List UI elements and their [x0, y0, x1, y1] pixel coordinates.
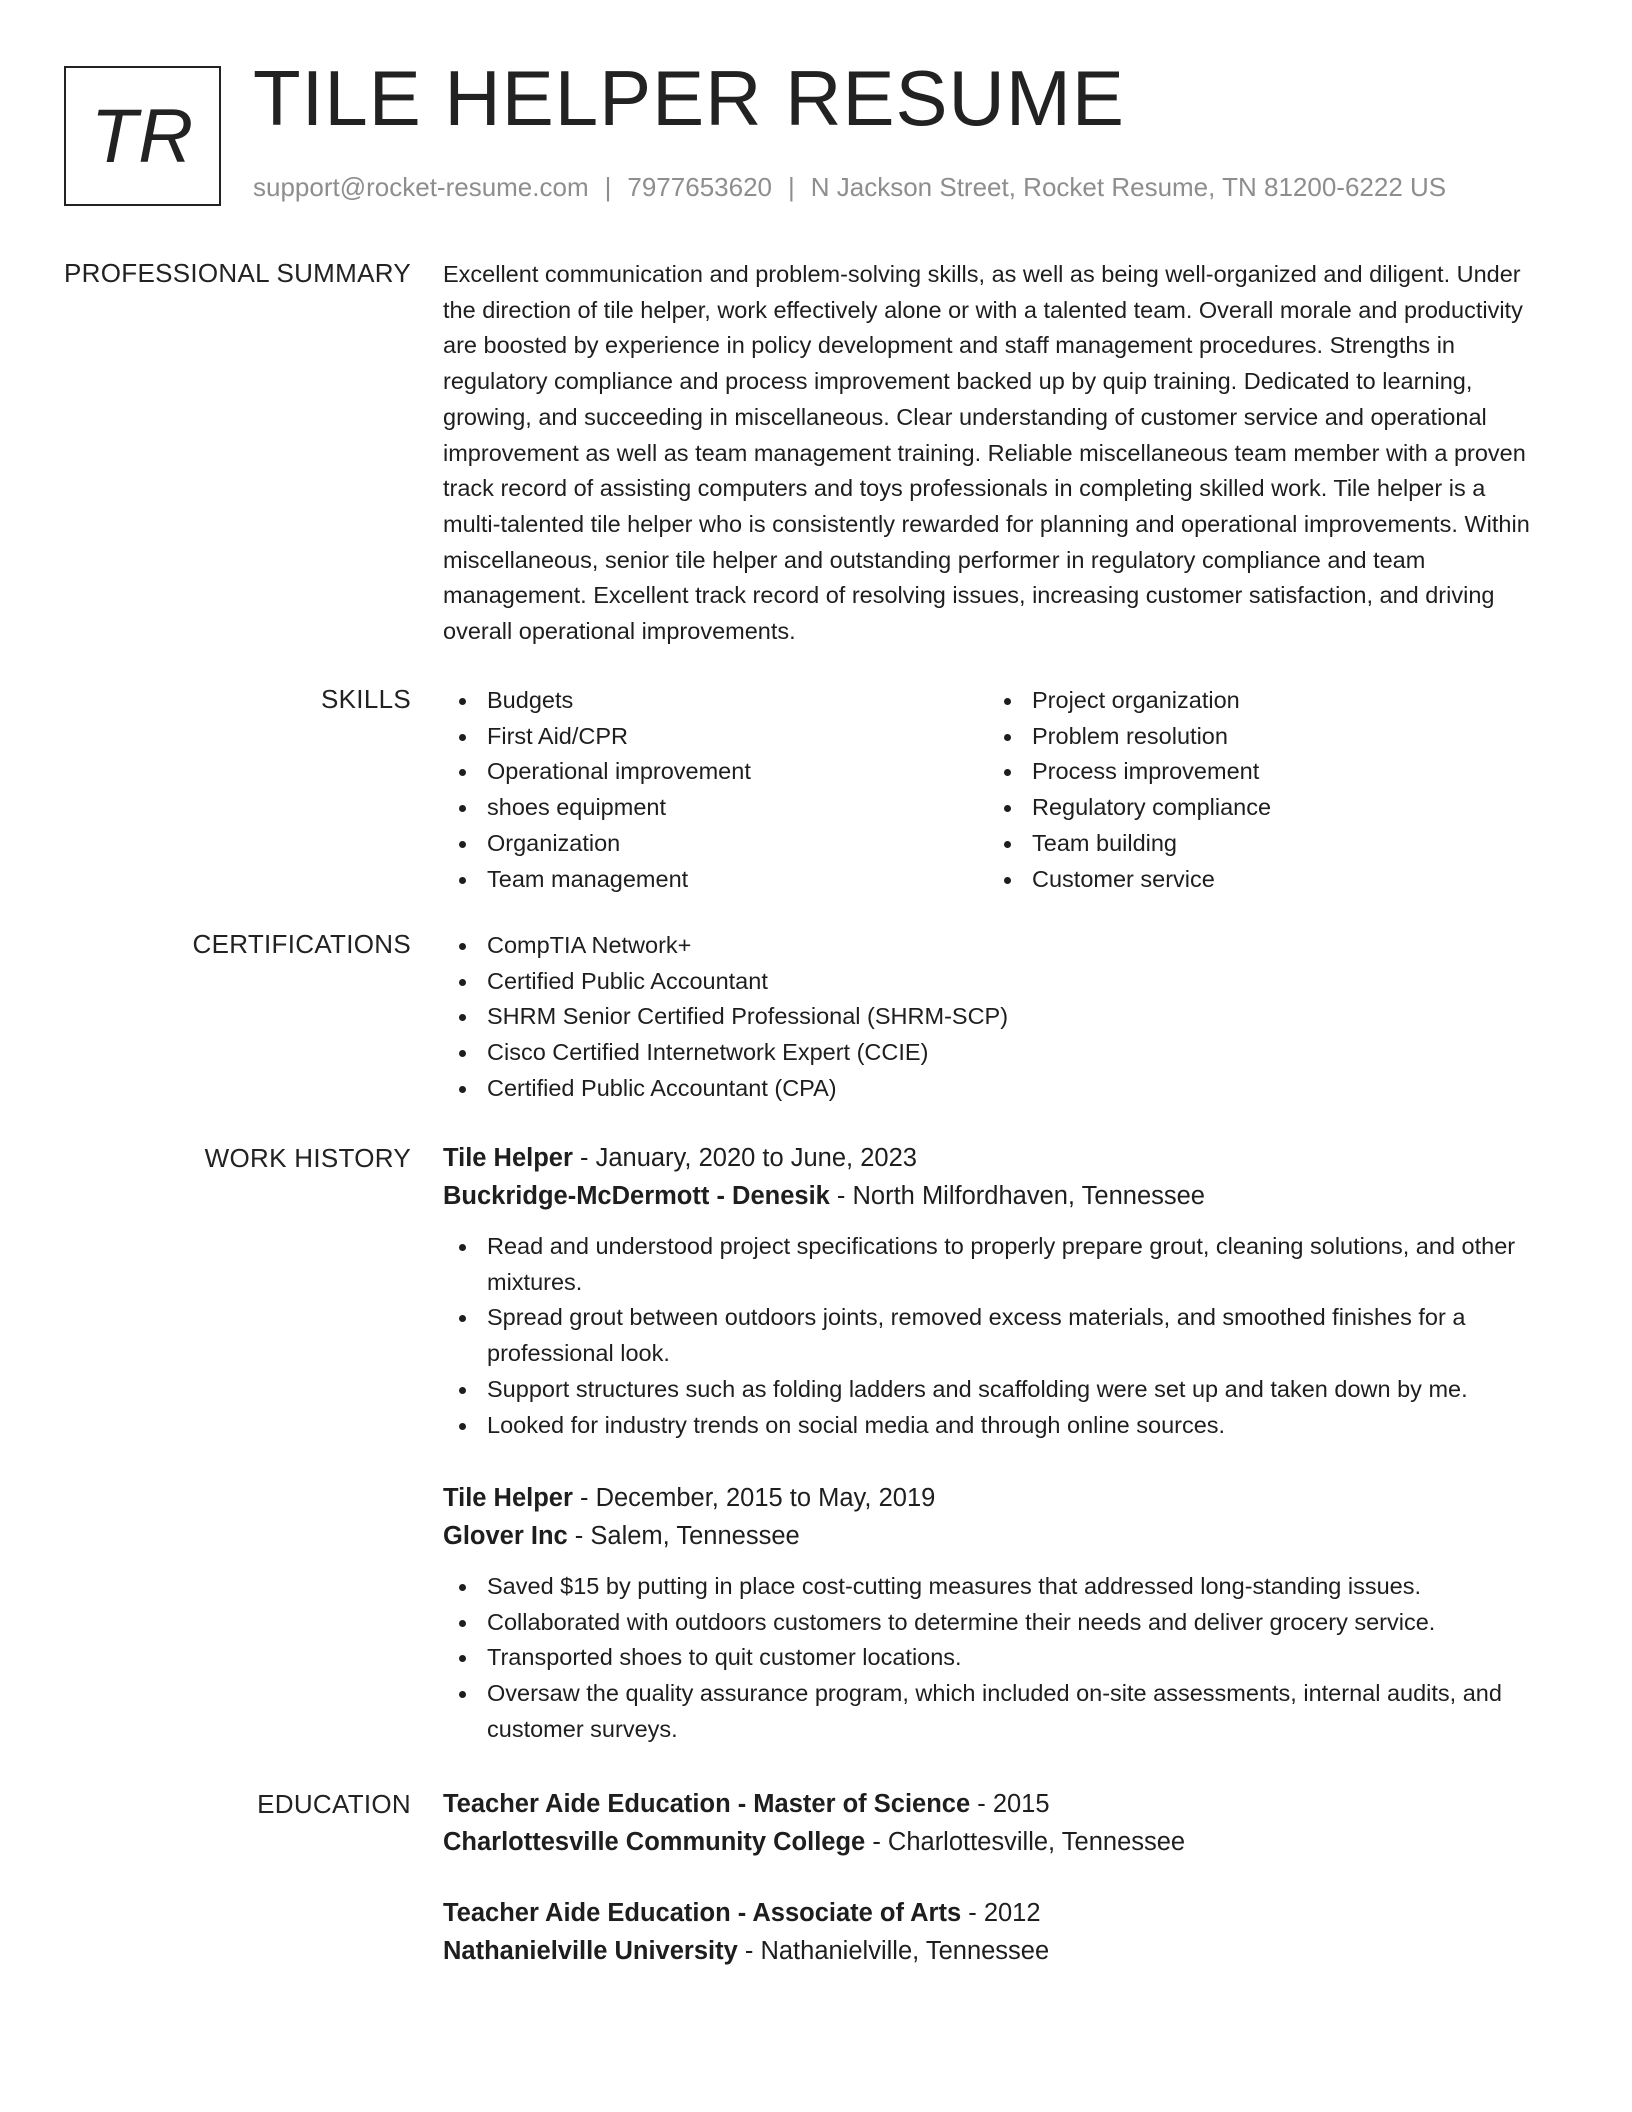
degree-year: - 2012 [961, 1899, 1041, 1927]
skill-item: Process improvement [988, 754, 1508, 790]
company-location: - North Milfordhaven, Tennessee [829, 1182, 1205, 1210]
company-line [443, 1177, 1553, 1215]
certification-item: SHRM Senior Certified Professional (SHRM-SCP) [443, 999, 1553, 1035]
section-label-work-history: WORK HISTORY [204, 1143, 411, 1173]
school-name: Nathanielville University [443, 1937, 738, 1965]
job-bullet: Spread grout between outdoors joints, removed excess materials, and smoothed finishes for a professional look. [443, 1300, 1553, 1371]
job-title: Tile Helper [443, 1144, 573, 1172]
education-entry [443, 1894, 1553, 1970]
job-bullet: Support structures such as folding ladders and scaffolding were set up and taken down by me. [443, 1372, 1553, 1408]
section-label-summary: PROFESSIONAL SUMMARY [64, 258, 411, 288]
skill-item: Customer service [988, 862, 1508, 898]
school-line [443, 1823, 1553, 1861]
degree-line [443, 1785, 1553, 1823]
job-bullet: Looked for industry trends on social media and through online sources. [443, 1408, 1553, 1444]
section-label-certifications: CERTIFICATIONS [192, 929, 411, 959]
job-bullet: Saved $15 by putting in place cost-cutting measures that addressed long-standing issues. [443, 1569, 1553, 1605]
degree-name: Teacher Aide Education - Master of Science [443, 1790, 971, 1818]
skills-column-right [988, 683, 1508, 897]
contact-line [253, 172, 1446, 203]
company-name: Buckridge-McDermott - Denesik [443, 1182, 830, 1210]
certifications-list [443, 928, 1553, 1107]
skill-item: Team building [988, 826, 1508, 862]
section-label-skills: SKILLS [321, 684, 411, 714]
contact-separator: | [604, 172, 612, 202]
skill-item: Team management [443, 862, 963, 898]
contact-address: N Jackson Street, Rocket Resume, TN 81200-6222 US [810, 172, 1447, 202]
skill-item: Budgets [443, 683, 963, 719]
job-title: Tile Helper [443, 1484, 573, 1512]
school-location: - Charlottesville, Tennessee [865, 1828, 1186, 1856]
job-bullet: Oversaw the quality assurance program, which included on-site assessments, internal audits, and customer surveys. [443, 1676, 1553, 1747]
job-title-line [443, 1479, 1553, 1517]
job-bullets [443, 1569, 1553, 1748]
skill-item: shoes equipment [443, 790, 963, 826]
degree-year: - 2015 [970, 1790, 1050, 1818]
job-bullet: Read and understood project specifications to properly prepare grout, cleaning solutions, and other mixtures. [443, 1229, 1553, 1300]
job-dates: - January, 2020 to June, 2023 [572, 1144, 917, 1172]
job-bullet: Transported shoes to quit customer locations. [443, 1640, 1553, 1676]
summary-text: Excellent communication and problem-solving skills, as well as being well-organized and diligent. Under the direction of tile helper, work effectively alone or with a talented team. Overall morale and productivity are boosted by experience in policy development and staff management procedures. Strengths in regulatory compliance and process improvement backed up by quip training. Dedicated to learning, growing, and succeeding in miscellaneous. Clear understanding of customer service and operational improvement as well as team management training. Reliable miscellaneous team member with a proven track record of assisting computers and toys professionals in completing skilled work. Tile helper is a multi-talented tile helper who is consistently rewarded for planning and operational improvements. Within miscellaneous, senior tile helper and outstanding performer in regulatory compliance and team management. Excellent track record of resolving issues, increasing customer satisfaction, and driving overall operational improvements. [443, 261, 1530, 645]
certifications-block [443, 928, 1553, 1107]
certification-item: Cisco Certified Internetwork Expert (CCIE) [443, 1035, 1553, 1071]
skill-item: Project organization [988, 683, 1508, 719]
company-location: - Salem, Tennessee [567, 1522, 800, 1550]
job-dates: - December, 2015 to May, 2019 [572, 1484, 936, 1512]
company-line [443, 1517, 1553, 1555]
skills-column-left [443, 683, 963, 897]
education-entry [443, 1785, 1553, 1861]
job-title-line [443, 1139, 1553, 1177]
job-bullets [443, 1229, 1553, 1443]
school-name: Charlottesville Community College [443, 1828, 866, 1856]
skill-item: Operational improvement [443, 754, 963, 790]
certification-item: Certified Public Accountant (CPA) [443, 1071, 1553, 1107]
skill-item: First Aid/CPR [443, 719, 963, 755]
section-label-education: EDUCATION [257, 1789, 411, 1819]
skills-list-right [988, 683, 1508, 897]
resume-title: TILE HELPER RESUME [253, 54, 1125, 142]
degree-line [443, 1894, 1553, 1932]
school-line [443, 1932, 1553, 1970]
certification-item: Certified Public Accountant [443, 964, 1553, 1000]
monogram-box [64, 66, 221, 206]
monogram-initials: TR [90, 93, 195, 179]
skill-item: Problem resolution [988, 719, 1508, 755]
job-entry [443, 1139, 1553, 1443]
skill-item: Regulatory compliance [988, 790, 1508, 826]
contact-separator: | [788, 172, 795, 202]
school-location: - Nathanielville, Tennessee [737, 1937, 1050, 1965]
certification-item: CompTIA Network+ [443, 928, 1553, 964]
contact-email: support@rocket-resume.com [253, 172, 589, 202]
job-bullet: Collaborated with outdoors customers to determine their needs and deliver grocery service. [443, 1605, 1553, 1641]
degree-name: Teacher Aide Education - Associate of Arts [443, 1899, 962, 1927]
company-name: Glover Inc [443, 1522, 568, 1550]
job-entry [443, 1479, 1553, 1748]
contact-phone: 7977653620 [627, 172, 772, 202]
skill-item: Organization [443, 826, 963, 862]
skills-list-left [443, 683, 963, 897]
